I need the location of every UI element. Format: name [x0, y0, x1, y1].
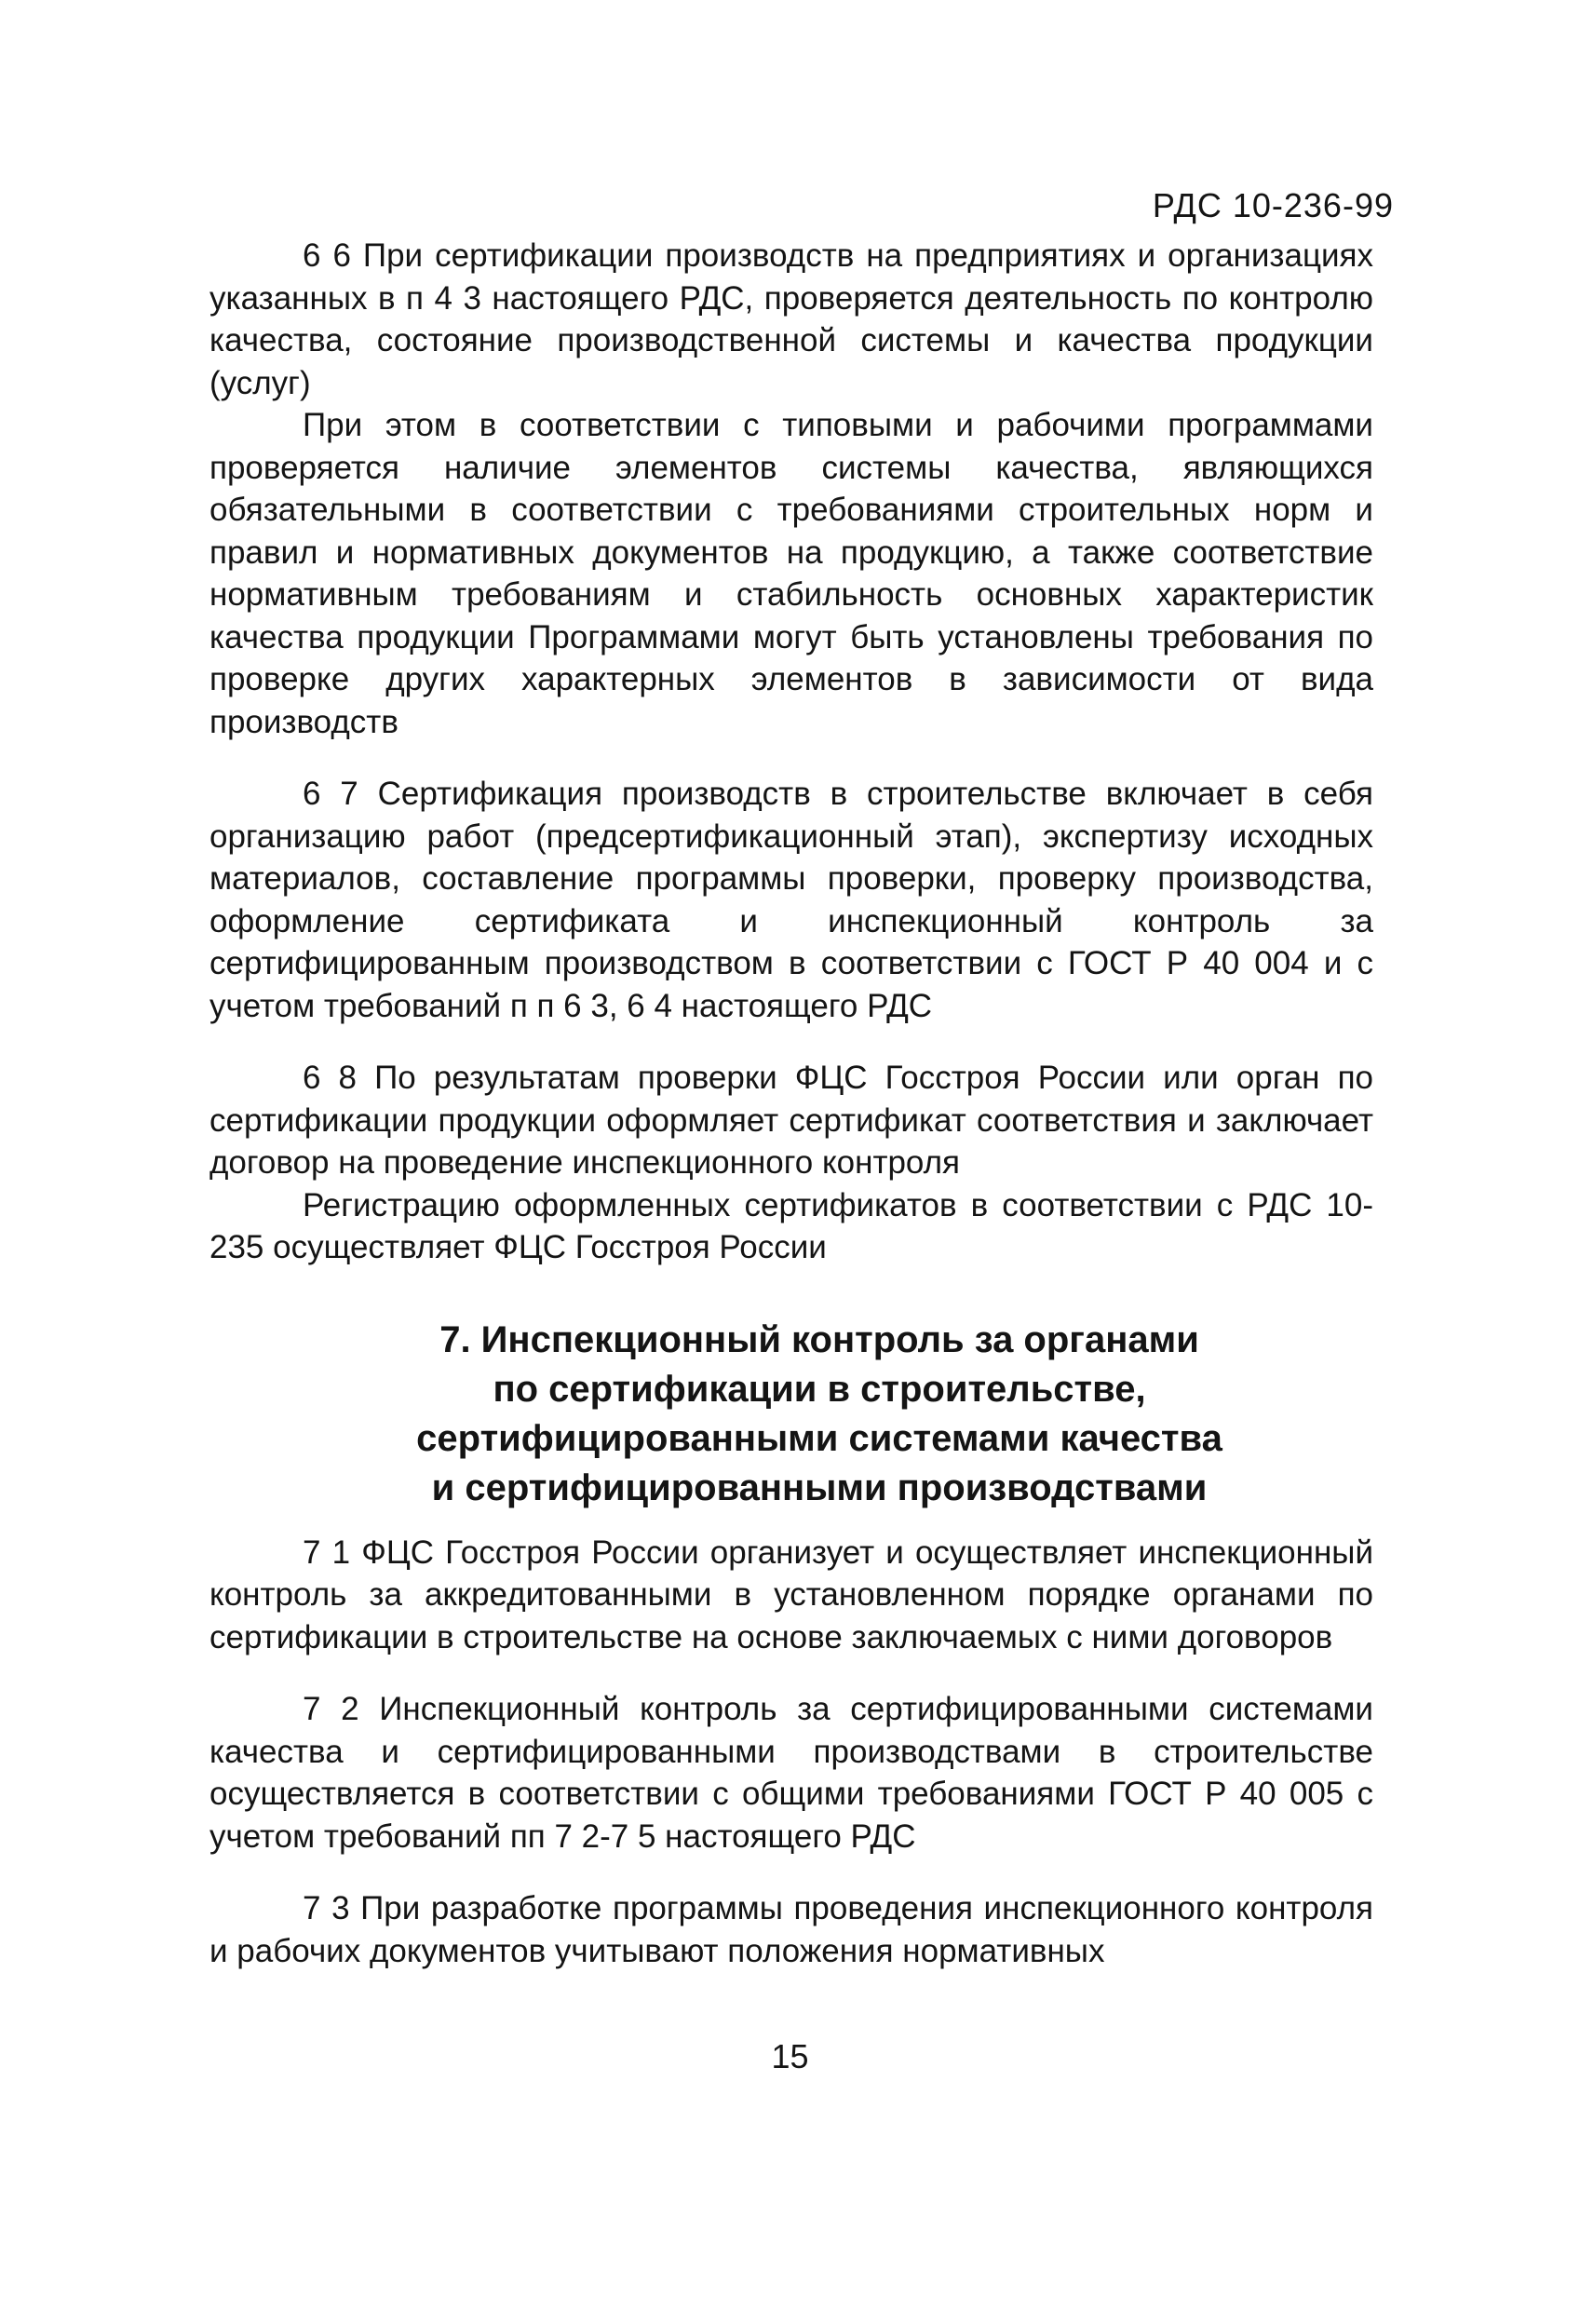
section-7-heading-line: и сертифицированными производствами: [431, 1466, 1208, 1508]
paragraph-6-8-continued: Регистрацию оформленных сертификатов в соответствии с РДС 10-235 осуществляет ФЦС Госстроя России: [209, 1186, 1373, 1265]
document-body: [209, 235, 1373, 1972]
paragraph-6-6-continued: При этом в соответствии с типовыми и рабочими программами проверяется наличие элементов системы качества, являющихся обязательными в соответствии с требованиями строительных норм и правил и нормативных документов на продукцию, а также соответствие нормативным требованиям и стабильность основных характеристик качества продукции Программами могут быть установлены требования по проверке других характерных элементов в зависимости от вида производств: [209, 407, 1373, 740]
section-7-heading: [209, 1316, 1373, 1513]
paragraph-6-7: 6 7 Сертификация производств в строительстве включает в себя организацию работ (предсертификационный этап), экспертизу исходных материалов, составление программы проверки, проверку производства, оформление сертификата и инспекционный контроль за сертифицированным производством в соответствии с ГОСТ Р 40 004 и с учетом требований п п 6 3, 6 4 настоящего РДС: [209, 776, 1373, 1024]
page-number-text: 15: [771, 2037, 809, 2075]
section-7-heading-line: сертифицированными системами качества: [416, 1417, 1222, 1459]
paragraph-6-6: 6 6 При сертификации производств на предприятиях и организациях указанных в п 4 3 настоящего РДС, проверяется деятельность по контролю качества, состояние производственной системы и качества продукции (услуг): [209, 237, 1373, 401]
page-number: [0, 2037, 1580, 2076]
paragraph-6-8: 6 8 По результатам проверки ФЦС Госстроя России или орган по сертификации продукции оформляет сертификат соответствия и заключает договор на проведение инспекционного контроля: [209, 1060, 1373, 1181]
document-code: РДС 10-236-99: [1152, 186, 1394, 224]
section-7-heading-line: по сертификации в строительстве,: [493, 1368, 1146, 1410]
paragraph-7-1: 7 1 ФЦС Госстроя России организует и осуществляет инспекционный контроль за аккредитованными в установленном порядке органами по сертификации в строительстве на основе заключаемых с ними договоров: [209, 1534, 1373, 1655]
section-7-heading-line: 7. Инспекционный контроль за органами: [439, 1318, 1199, 1360]
paragraph-7-3: 7 3 При разработке программы проведения инспекционного контроля и рабочих документов учитывают положения нормативных: [209, 1890, 1373, 1969]
paragraph-7-2: 7 2 Инспекционный контроль за сертифицированными системами качества и сертифицированными производствами в строительстве осуществляется в соответствии с общими требованиями ГОСТ Р 40 005 с учетом требований пп 7 2-7 5 настоящего РДС: [209, 1691, 1373, 1855]
